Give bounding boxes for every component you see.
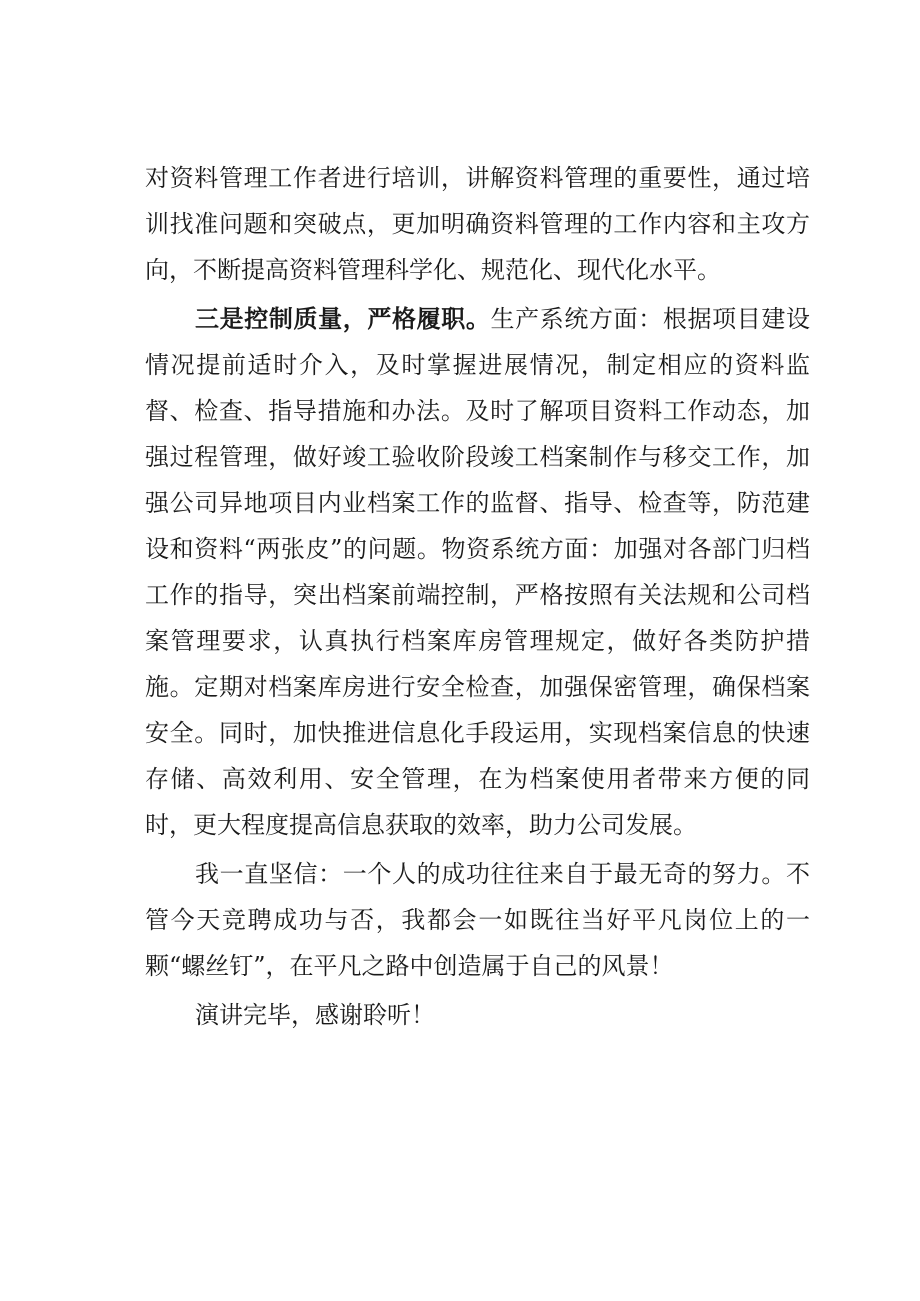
paragraph-belief-text: 我一直坚信：一个人的成功往往来自于最无奇的努力。不管今天竞聘成功与否，我都会一如既往当好平凡岗位上的一颗“螺丝钉”，在平凡之路中创造属于自己的风景！	[145, 860, 810, 980]
paragraph-training	[145, 155, 810, 293]
paragraph-training-text: 对资料管理工作者进行培训，讲解资料管理的重要性，通过培训找准问题和突破点，更加明确资料管理的工作内容和主攻方向，不断提高资料管理科学化、规范化、现代化水平。	[145, 164, 810, 284]
paragraph-quality-control	[145, 296, 810, 848]
document-body	[145, 155, 810, 1038]
paragraph-quality-control-text: 生产系统方面：根据项目建设情况提前适时介入，及时掌握进展情况，制定相应的资料监督、检查、指导措施和办法。及时了解项目资料工作动态，加强过程管理，做好竣工验收阶段竣工档案制作与移交工作，加强公司异地项目内业档案工作的监督、指导、检查等，防范建设和资料“两张皮”的问题。物资系统方面：加强对各部门归档工作的指导，突出档案前端控制，严格按照有关法规和公司档案管理要求，认真执行档案库房管理规定，做好各类防护措施。定期对档案库房进行安全检查，加强保密管理，确保档案安全。同时，加快推进信息化手段运用，实现档案信息的快速存储、高效利用、安全管理，在为档案使用者带来方便的同时，更大程度提高信息获取的效率，助力公司发展。	[145, 305, 810, 839]
paragraph-closing	[145, 992, 810, 1038]
paragraph-closing-text: 演讲完毕，感谢聆听！	[195, 1001, 435, 1029]
paragraph-quality-control-heading: 三是控制质量，严格履职。	[195, 304, 491, 333]
paragraph-belief	[145, 851, 810, 989]
